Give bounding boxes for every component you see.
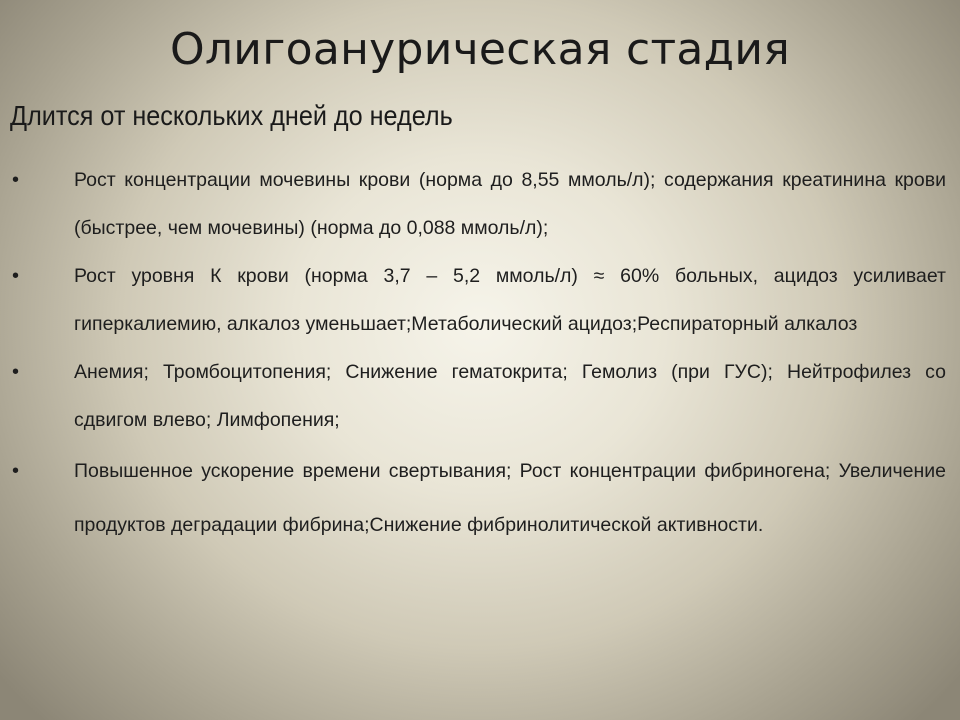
slide-title: Олигоанурическая стадия	[169, 24, 791, 75]
bullet-item-potassium	[0, 252, 960, 348]
bullet-list	[0, 156, 960, 552]
bullet-dot-icon: •	[12, 460, 20, 482]
bullet-item-coagulation	[0, 444, 960, 552]
bullet-text: Анемия; Тромбоцитопения; Снижение гематокрита; Гемолиз (при ГУС); Нейтрофилез со сдвигом влево; Лимфопения;	[74, 361, 946, 431]
slide-subtitle: Длится от нескольких дней до недель	[10, 100, 453, 131]
bullet-item-blood	[0, 348, 960, 444]
bullet-text: Рост концентрации мочевины крови (норма до 8,55 ммоль/л); содержания креатинина крови (быстрее, чем мочевины) (норма до 0,088 ммоль/л);	[74, 169, 946, 239]
bullet-text: Повышенное ускорение времени свертывания; Рост концентрации фибриногена; Увеличение продуктов деградации фибрина;Снижение фибринолитической активности.	[74, 460, 946, 536]
bullet-dot-icon: •	[12, 265, 20, 287]
bullet-text: Рост уровня К крови (норма 3,7 – 5,2 ммоль/л) ≈ 60% больных, ацидоз усиливает гиперкалиемию, алкалоз уменьшает;Метаболический ацидоз;Респираторный алкалоз	[74, 265, 946, 335]
bullet-dot-icon: •	[12, 361, 20, 383]
bullet-item-urea	[0, 156, 960, 252]
bullet-dot-icon: •	[12, 169, 20, 191]
